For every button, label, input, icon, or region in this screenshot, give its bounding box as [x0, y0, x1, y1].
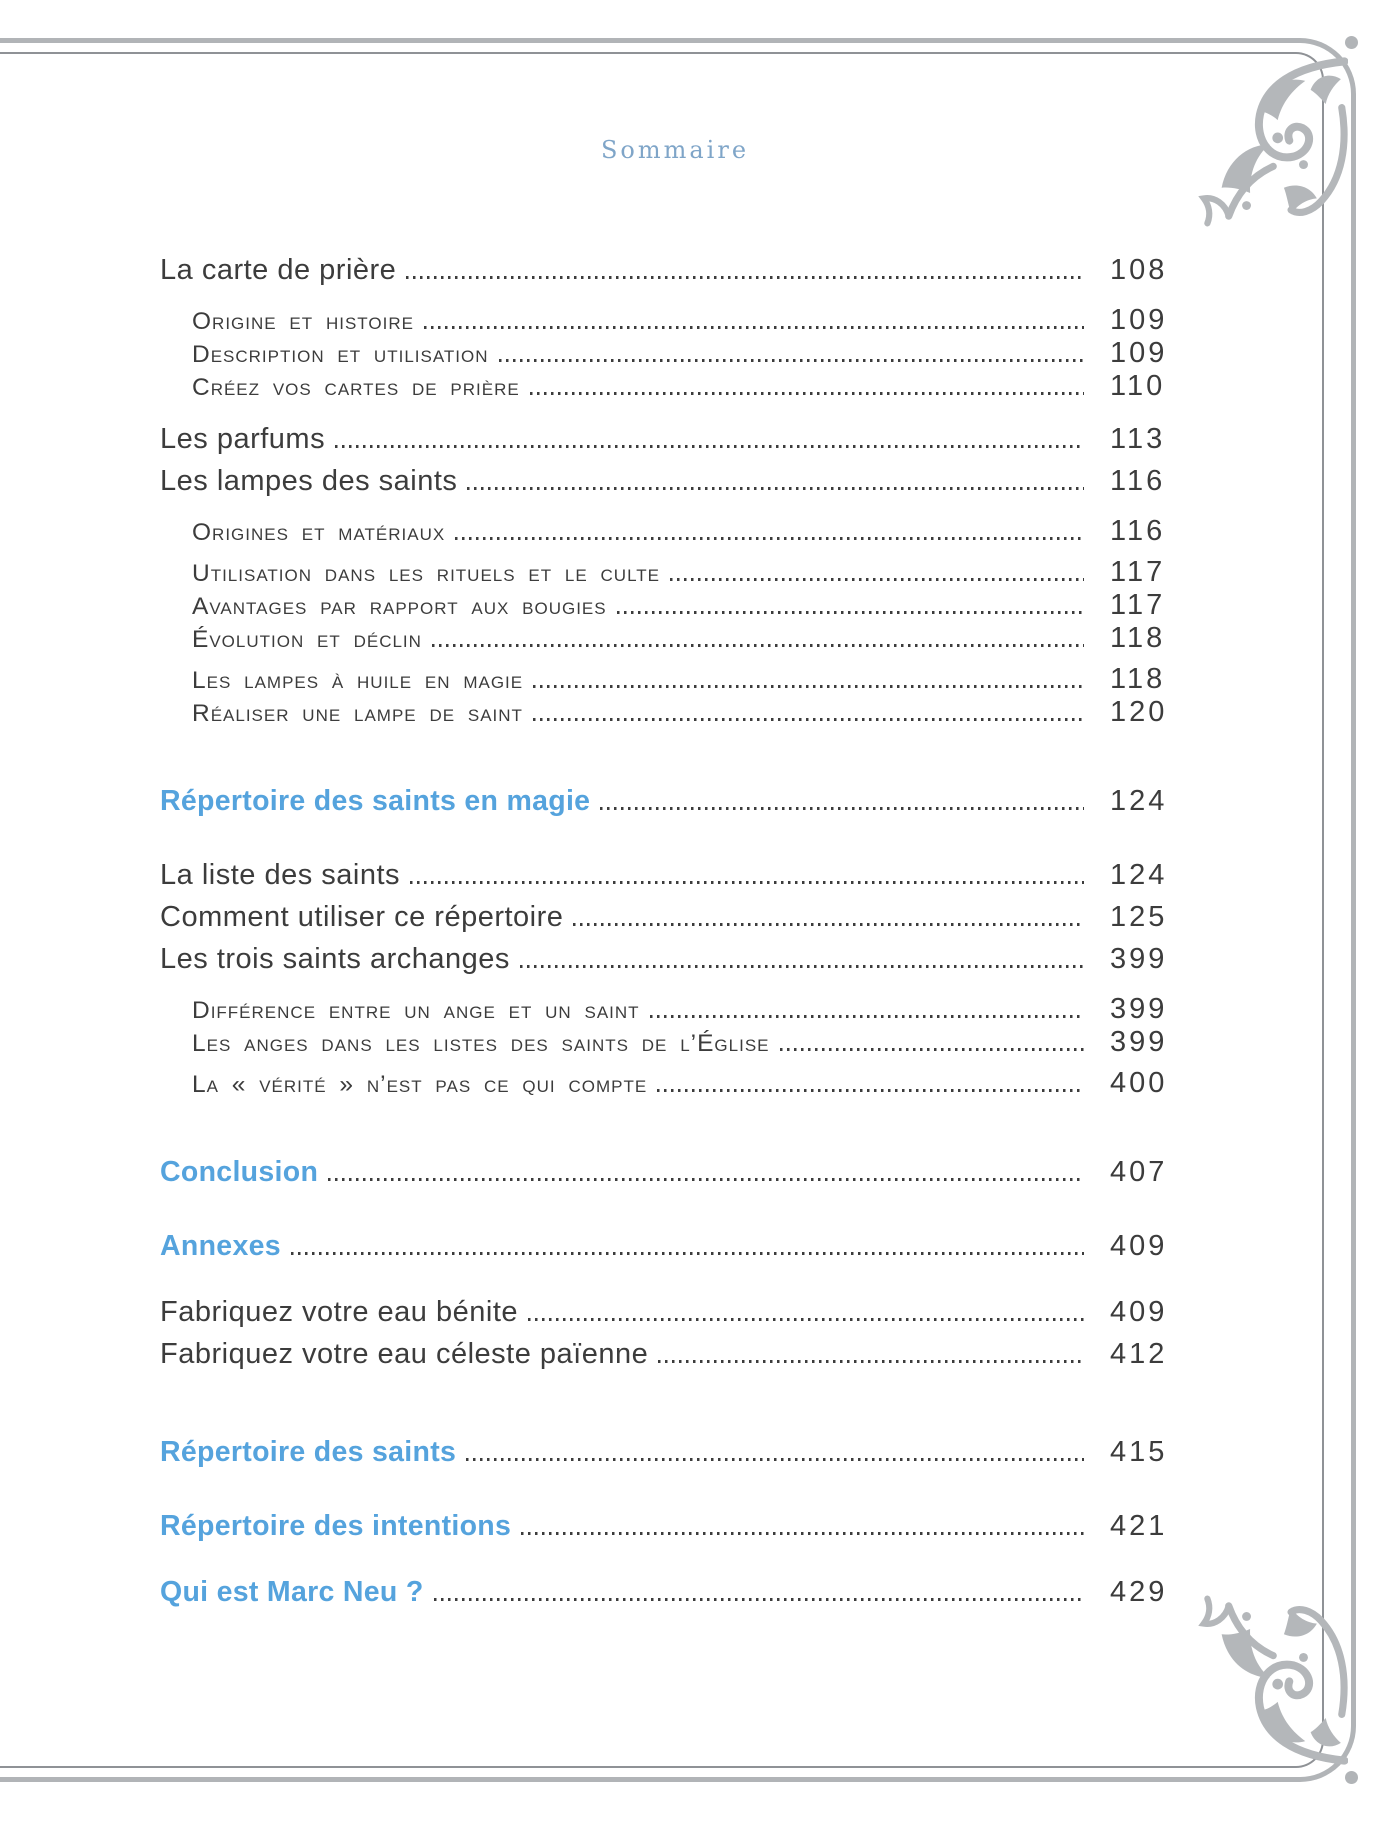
dotted-leader	[780, 1048, 1084, 1051]
toc-entry-page: 113	[1110, 423, 1166, 455]
floral-ornament-top-right-icon	[1170, 56, 1348, 234]
toc-entry-label: Les parfums	[160, 423, 326, 455]
toc-entry	[160, 696, 1190, 729]
toc-entry	[160, 370, 1190, 403]
toc-entry-label: Utilisation dans les rituels et le culte	[192, 560, 660, 587]
toc-entry-label: Répertoire des saints en magie	[160, 785, 591, 817]
toc-entry-page: 399	[1110, 943, 1168, 975]
toc-entry-page: 429	[1110, 1576, 1168, 1608]
toc-entry	[160, 589, 1190, 622]
toc-entry	[160, 1026, 1190, 1059]
toc-entry-page: 109	[1110, 337, 1168, 369]
toc-entry-page: 117	[1110, 556, 1166, 588]
toc-entry-page: 109	[1110, 304, 1168, 336]
toc-entry-label: Différence entre un ange et un saint	[192, 997, 640, 1024]
toc-entry-label: Réaliser une lampe de saint	[192, 700, 523, 727]
dotted-leader	[328, 1178, 1084, 1181]
toc-entry-page: 118	[1110, 663, 1166, 695]
toc-entry-page: 400	[1110, 1067, 1168, 1099]
toc-entry-label: Les trois saints archanges	[160, 943, 510, 975]
toc-entry-page: 110	[1110, 370, 1166, 402]
toc-entry-page: 407	[1110, 1156, 1168, 1188]
toc-entry-page: 412	[1110, 1338, 1168, 1370]
dotted-leader	[657, 1089, 1084, 1092]
dotted-leader	[658, 1360, 1084, 1363]
dotted-leader	[521, 1532, 1084, 1535]
toc-entry-label: Les lampes à huile en magie	[192, 667, 524, 694]
page-title: Sommaire	[600, 136, 750, 164]
toc-entry-label: Les lampes des saints	[160, 465, 458, 497]
dotted-leader	[410, 881, 1084, 884]
corner-dot-bottom-icon	[1345, 1771, 1358, 1784]
toc-entry	[160, 1576, 1190, 1622]
toc-entry-label: La « vérité » n’est pas ce qui compte	[192, 1071, 648, 1098]
toc-entry-page: 125	[1110, 901, 1168, 933]
toc-entry-label: Origine et histoire	[192, 308, 414, 335]
toc-entry-label: La carte de prière	[160, 254, 397, 286]
dotted-leader	[434, 1598, 1084, 1601]
dotted-leader	[650, 1015, 1084, 1018]
toc-entry	[160, 337, 1190, 370]
toc-entry	[160, 515, 1190, 548]
dotted-leader	[600, 807, 1084, 810]
toc-entry-label: Annexes	[160, 1230, 281, 1262]
toc-entry-page: 399	[1110, 993, 1168, 1025]
toc-entry	[160, 1436, 1190, 1482]
toc-entry	[160, 1156, 1190, 1202]
dotted-leader	[466, 1458, 1084, 1461]
toc-entry-page: 120	[1110, 696, 1168, 728]
toc-entry-label: La liste des saints	[160, 859, 401, 891]
toc-entry	[160, 1338, 1190, 1380]
toc-entry-label: Répertoire des intentions	[160, 1510, 512, 1542]
toc-entry-label: Les anges dans les listes des saints de l’Église	[192, 1030, 770, 1057]
toc-entry	[160, 901, 1190, 943]
toc-entry-page: 116	[1110, 465, 1166, 497]
dotted-leader	[455, 537, 1084, 540]
toc-entry-page: 117	[1110, 589, 1166, 621]
dotted-leader	[424, 326, 1084, 329]
dotted-leader	[528, 1318, 1084, 1321]
dotted-leader	[530, 392, 1084, 395]
toc-entry-page: 108	[1110, 254, 1168, 286]
toc-entry	[160, 993, 1190, 1026]
toc-entry-page: 421	[1110, 1510, 1168, 1542]
toc-entry-label: Fabriquez votre eau céleste païenne	[160, 1338, 649, 1370]
toc-entry-page: 124	[1110, 859, 1168, 891]
toc-entry	[160, 663, 1190, 696]
dotted-leader	[533, 718, 1084, 721]
toc-entry	[160, 1510, 1190, 1556]
toc-entry-label: Qui est Marc Neu ?	[160, 1576, 424, 1608]
dotted-leader	[533, 685, 1084, 688]
toc-entry	[160, 556, 1190, 589]
dotted-leader	[670, 578, 1084, 581]
toc-entry-page: 415	[1110, 1436, 1168, 1468]
toc-entry-label: Comment utiliser ce répertoire	[160, 901, 564, 933]
toc-entry	[160, 304, 1190, 337]
toc-entry	[160, 1230, 1190, 1276]
floral-ornament-bottom-right-icon	[1170, 1588, 1348, 1766]
toc-entry-page: 409	[1110, 1230, 1168, 1262]
dotted-leader	[335, 445, 1084, 448]
toc-entry	[160, 1067, 1190, 1100]
toc-entry	[160, 465, 1190, 507]
dotted-leader	[520, 965, 1084, 968]
toc-entry-label: Évolution et déclin	[192, 626, 422, 653]
toc-entry-page: 116	[1110, 515, 1166, 547]
toc-entry-page: 409	[1110, 1296, 1168, 1328]
dotted-leader	[406, 276, 1084, 279]
toc-entry	[160, 1296, 1190, 1338]
toc-entry	[160, 859, 1190, 901]
toc-entry-label: Conclusion	[160, 1156, 319, 1188]
toc-entry	[160, 622, 1190, 655]
toc-entry-label: Fabriquez votre eau bénite	[160, 1296, 518, 1328]
toc-entry	[160, 254, 1190, 296]
toc-entry-label: Origines et matériaux	[192, 519, 446, 546]
toc-entry-label: Créez vos cartes de prière	[192, 374, 520, 401]
toc-entry-page: 399	[1110, 1026, 1168, 1058]
toc-entry	[160, 943, 1190, 985]
toc-entry-label: Répertoire des saints	[160, 1436, 457, 1468]
toc-entry	[160, 423, 1190, 465]
toc-entry-page: 124	[1110, 785, 1168, 817]
toc-entry-label: Avantages par rapport aux bougies	[192, 593, 607, 620]
toc-entry-label: Description et utilisation	[192, 341, 489, 368]
toc-entry-page: 118	[1110, 622, 1166, 654]
dotted-leader	[573, 923, 1084, 926]
corner-dot-top-icon	[1345, 36, 1358, 49]
toc-entry	[160, 785, 1190, 831]
dotted-leader	[617, 611, 1084, 614]
dotted-leader	[432, 644, 1084, 647]
dotted-leader	[499, 359, 1084, 362]
dotted-leader	[467, 487, 1084, 490]
dotted-leader	[291, 1252, 1084, 1255]
